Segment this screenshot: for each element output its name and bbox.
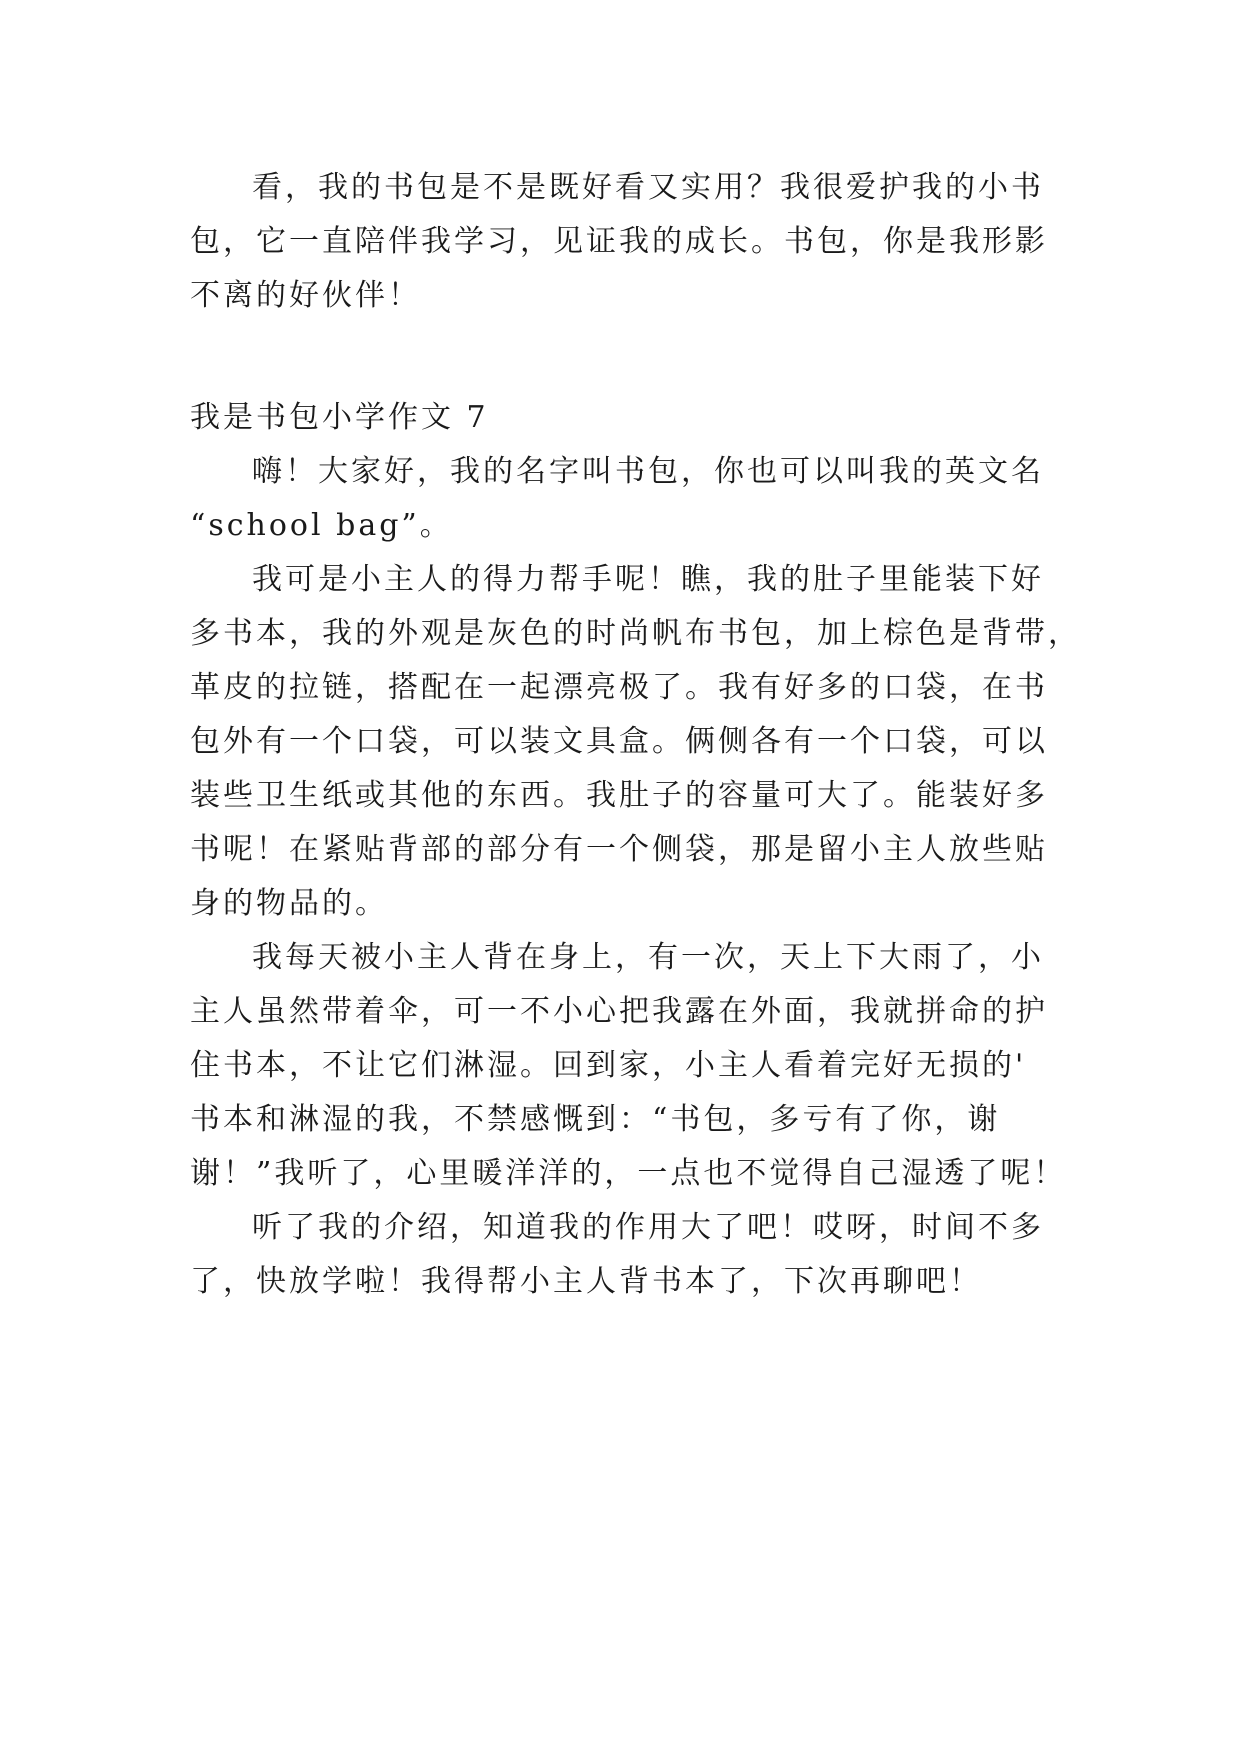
paragraph-line: 装些卫生纸或其他的东西。我肚子的容量可大了。能装好多 <box>190 778 1048 813</box>
paragraph-line: 书本和淋湿的我，不禁感慨到：“书包，多亏有了你，谢 <box>190 1102 1001 1137</box>
paragraph-line: 看，我的书包是不是既好看又实用？我很爱护我的小书 <box>252 170 1044 205</box>
paragraph-line: 包外有一个口袋，可以装文具盒。俩侧各有一个口袋，可以 <box>190 724 1048 759</box>
paragraph-line: 不离的好伙伴！ <box>190 278 421 313</box>
paragraph-line: “school bag”。 <box>190 508 453 543</box>
paragraph-line: 书呢！在紧贴背部的部分有一个侧袋，那是留小主人放些贴 <box>190 832 1048 867</box>
paragraph-line: 了，快放学啦！我得帮小主人背书本了，下次再聊吧！ <box>190 1264 982 1299</box>
paragraph-line: 谢！”我听了，心里暖洋洋的，一点也不觉得自己湿透了呢！ <box>190 1156 1067 1191</box>
paragraph-line: 嗨！大家好，我的名字叫书包，你也可以叫我的英文名 <box>252 454 1044 489</box>
paragraph-line: 住书本，不让它们淋湿。回到家，小主人看着完好无损的' <box>190 1048 1027 1083</box>
section-heading: 我是书包小学作文 7 <box>190 400 489 435</box>
paragraph-line: 我每天被小主人背在身上，有一次，天上下大雨了，小 <box>252 940 1044 975</box>
paragraph-line: 革皮的拉链，搭配在一起漂亮极了。我有好多的口袋，在书 <box>190 670 1048 705</box>
paragraph-line: 包，它一直陪伴我学习，见证我的成长。书包，你是我形影 <box>190 224 1048 259</box>
paragraph-line: 多书本，我的外观是灰色的时尚帆布书包，加上棕色是背带， <box>190 616 1081 651</box>
paragraph-line: 我可是小主人的得力帮手呢！瞧，我的肚子里能装下好 <box>252 562 1044 597</box>
paragraph-line: 主人虽然带着伞，可一不小心把我露在外面，我就拼命的护 <box>190 994 1048 1029</box>
paragraph-line: 听了我的介绍，知道我的作用大了吧！哎呀，时间不多 <box>252 1210 1044 1245</box>
document-body <box>190 0 1081 1754</box>
paragraph-line: 身的物品的。 <box>190 886 388 921</box>
